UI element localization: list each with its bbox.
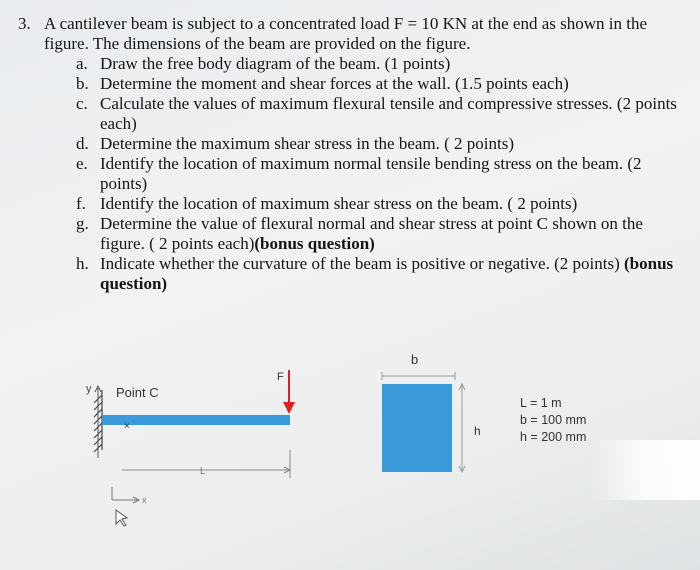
problem-3 — [18, 14, 688, 294]
y-axis-label: y — [86, 383, 92, 395]
point-c-label: Point C — [116, 385, 159, 400]
cross-section — [382, 372, 465, 472]
b-label: b — [411, 352, 419, 367]
x-axis-label: x — [142, 495, 147, 505]
question-list — [18, 54, 688, 294]
question-d: d. Determine the maximum shear stress in the beam. ( 2 points) — [76, 134, 515, 153]
length-label: L — [200, 466, 206, 477]
question-h: h. Indicate whether the curvature of the beam is positive or negative. (2 points) (bonus question) — [76, 254, 674, 293]
bonus-tag: (bonus question) — [254, 234, 375, 253]
property-width: b = 100 mm — [520, 413, 587, 427]
point-c-marker: × — [124, 421, 130, 432]
beam-properties — [520, 395, 586, 446]
force-label: F — [277, 371, 284, 383]
question-f: f. Identify the location of maximum shear stress on the beam. ( 2 points) — [76, 194, 578, 213]
question-b: b. Determine the moment and shear forces at the wall. (1.5 points each) — [76, 74, 569, 93]
problem-number: 3. — [18, 14, 31, 33]
beam-figure — [0, 340, 700, 570]
problem-stem: A cantilever beam is subject to a concentrated load F = 10 KN at the end as shown in the figure. The dimensions of the beam are provided on the figure. — [44, 14, 648, 53]
property-length: L = 1 m — [520, 396, 562, 410]
beam-diagram — [0, 340, 700, 570]
property-height: h = 200 mm — [520, 430, 587, 444]
mouse-cursor-icon — [116, 510, 127, 526]
h-label: h — [474, 424, 481, 438]
beam — [102, 415, 290, 425]
bonus-tag: (bonus question) — [100, 254, 674, 293]
question-e: e. Identify the location of maximum normal tensile bending stress on the beam. (2 points) — [76, 154, 642, 193]
section-rectangle — [382, 384, 452, 472]
x-axis — [112, 487, 139, 503]
question-g: g. Determine the value of flexural normal and shear stress at point C shown on the figure. ( 2 points each)(bonus question) — [76, 214, 643, 253]
length-dimension — [122, 450, 290, 478]
question-a: a. Draw the free body diagram of the beam. (1 points) — [76, 54, 451, 73]
question-c: c. Calculate the values of maximum flexural tensile and compressive stresses. (2 points each) — [76, 94, 677, 133]
load-arrow — [283, 370, 295, 414]
